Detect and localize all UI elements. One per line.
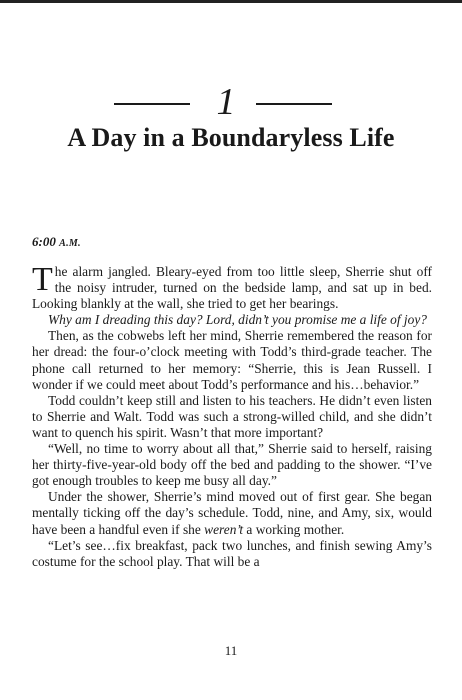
paragraph-1-text: he alarm jangled. Bleary-eyed from too little sleep, Sherrie shut off the noisy intruder, turned on the bedside lamp, and sat up in bed. Looking blankly at the wall, she tried to get her bearings. xyxy=(32,264,432,312)
paragraph-4: Todd couldn’t keep still and listen to his teachers. He didn’t even listen to Sherrie and Walt. Todd was such a strong-willed child, and she didn’t want to quench his spirit. Wasn’t that more important? xyxy=(32,392,432,440)
paragraph-3: Then, as the cobwebs left her mind, Sherrie remembered the reason for her dread: the four-o’clock meeting with Todd’s third-grade teacher. The phone call returned to her memory: “Sherrie, this is Jean Russell. I wonder if we could meet about Todd’s performance and his…behavior.” xyxy=(32,328,432,392)
time-value: 6:00 xyxy=(32,234,56,249)
paragraph-2-italic: Why am I dreading this day? Lord, didn’t you promise me a life of joy? xyxy=(48,312,427,328)
chapter-heading xyxy=(0,82,462,126)
chapter-rule-left xyxy=(114,103,190,105)
chapter-number: 1 xyxy=(216,81,236,123)
paragraph-6 xyxy=(32,489,432,537)
chapter-title: A Day in a Boundaryless Life xyxy=(67,123,395,152)
chapter-rule-right xyxy=(256,103,332,105)
paragraph-7: “Let’s see…fix breakfast, pack two lunches, and finish sewing Amy’s costume for the school play. That will be a xyxy=(32,537,432,569)
section-time-label xyxy=(32,234,81,252)
top-border-rule xyxy=(0,0,462,3)
paragraph-2 xyxy=(32,312,432,328)
body-text xyxy=(32,261,432,570)
paragraph-6-before: Under the shower, Sherrie’s mind moved out of first gear. She began mentally ticking off the day’s schedule. Todd, nine, and Amy, six, would have been a handful even if she xyxy=(32,489,432,537)
time-suffix: A.M. xyxy=(59,238,81,249)
paragraph-6-italic: weren’t xyxy=(204,521,244,537)
page-number: 11 xyxy=(224,643,238,658)
drop-cap: T xyxy=(32,261,53,298)
paragraph-1 xyxy=(32,261,432,312)
paragraph-5: “Well, no time to worry about all that,” Sherrie said to herself, raising her thirty-five-year-old body off the bed and padding to the shower. “I’ve got enough troubles to keep me busy all day.” xyxy=(32,441,432,489)
paragraph-6-after: a working mother. xyxy=(243,521,345,537)
